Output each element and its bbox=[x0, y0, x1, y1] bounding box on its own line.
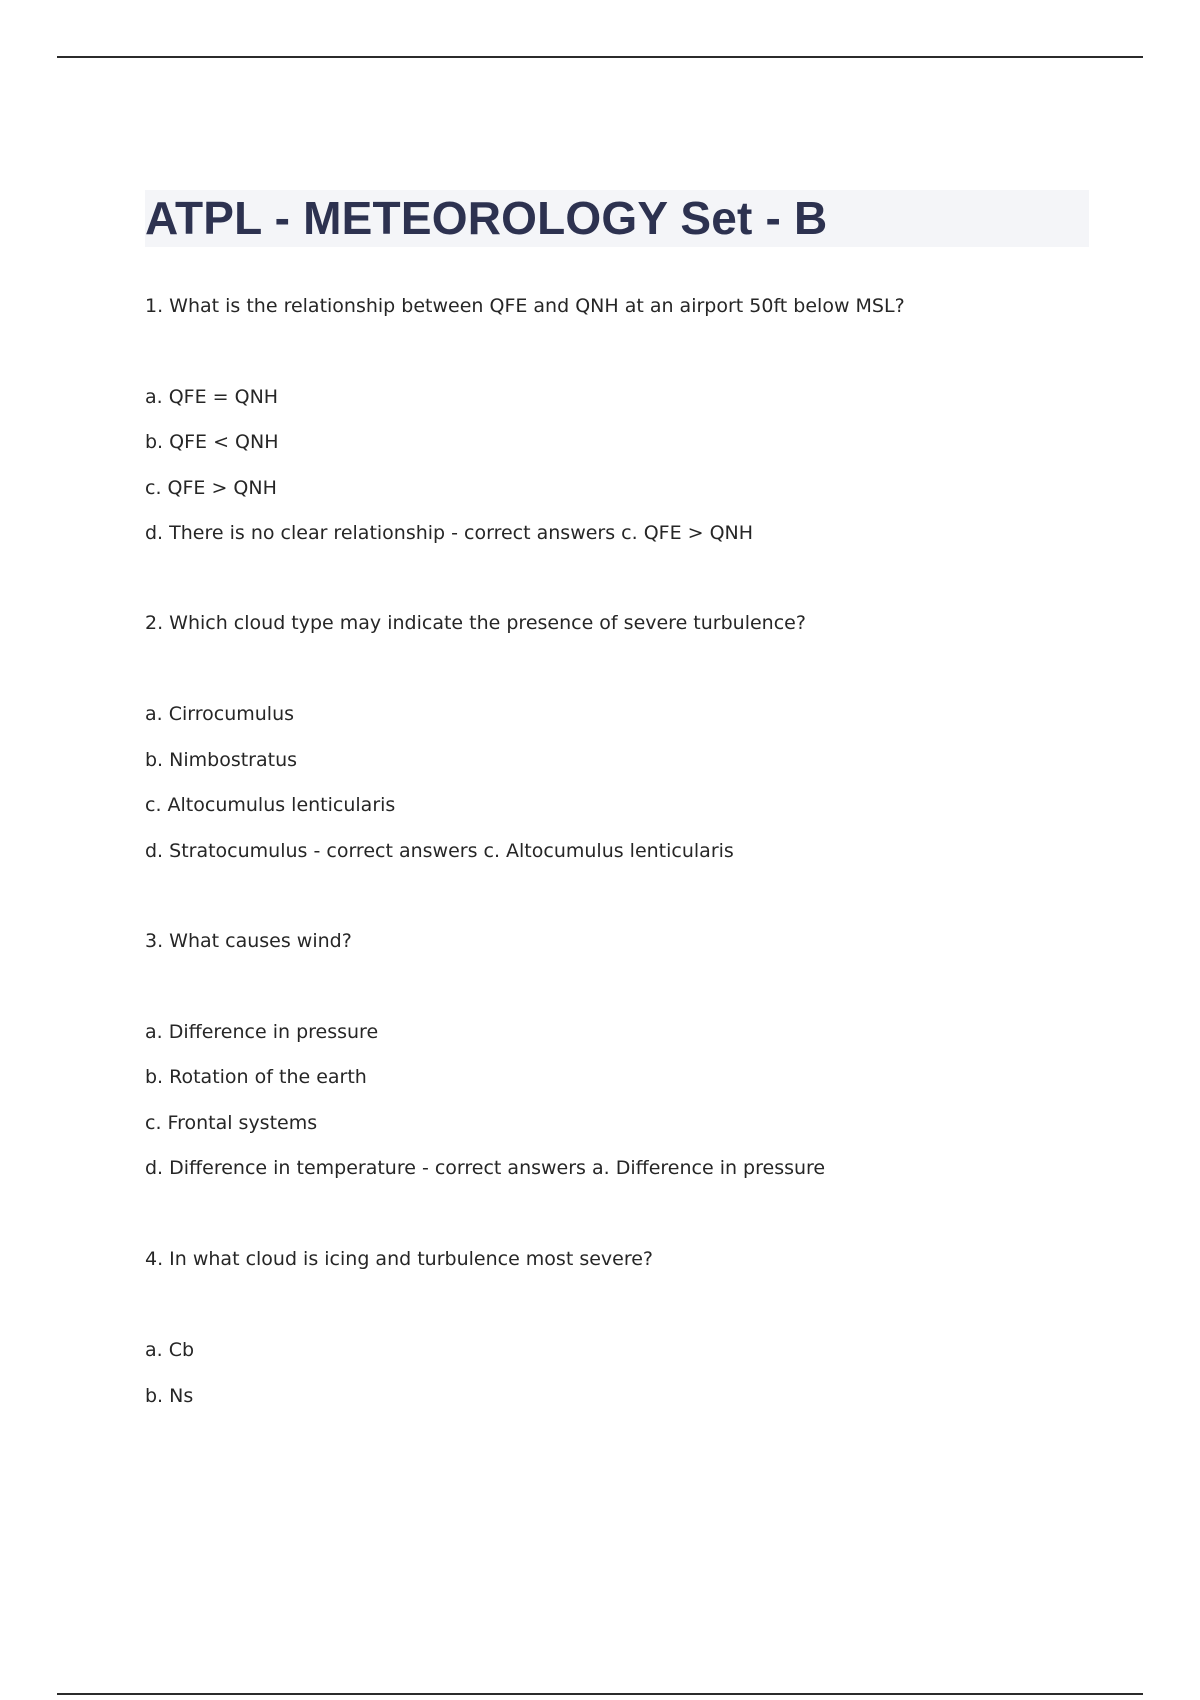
question-4-option-a: a. Cb bbox=[145, 1339, 195, 1361]
question-2-option-c: c. Altocumulus lenticularis bbox=[145, 794, 396, 816]
question-2-option-b: b. Nimbostratus bbox=[145, 749, 298, 771]
header-rule bbox=[57, 56, 1143, 58]
question-2-option-d: d. Stratocumulus - correct answers c. Altocumulus lenticularis bbox=[145, 840, 734, 862]
question-3-option-a: a. Difference in pressure bbox=[145, 1021, 379, 1043]
question-4-text: 4. In what cloud is icing and turbulence most severe? bbox=[145, 1248, 654, 1270]
question-3-option-d: d. Difference in temperature - correct answers a. Difference in pressure bbox=[145, 1157, 826, 1179]
footer-rule bbox=[57, 1693, 1143, 1695]
question-3-option-b: b. Rotation of the earth bbox=[145, 1066, 367, 1088]
question-1-option-a: a. QFE = QNH bbox=[145, 386, 279, 408]
question-3-option-c: c. Frontal systems bbox=[145, 1112, 318, 1134]
question-1-option-c: c. QFE > QNH bbox=[145, 477, 277, 499]
page-title: ATPL - METEOROLOGY Set - B bbox=[145, 192, 828, 244]
question-3-text: 3. What causes wind? bbox=[145, 930, 352, 952]
question-1-option-d: d. There is no clear relationship - correct answers c. QFE > QNH bbox=[145, 522, 754, 544]
question-2-text: 2. Which cloud type may indicate the presence of severe turbulence? bbox=[145, 612, 806, 634]
question-2-option-a: a. Cirrocumulus bbox=[145, 703, 295, 725]
question-1-option-b: b. QFE < QNH bbox=[145, 431, 279, 453]
question-1-text: 1. What is the relationship between QFE and QNH at an airport 50ft below MSL? bbox=[145, 295, 905, 317]
question-4-option-b: b. Ns bbox=[145, 1385, 194, 1407]
